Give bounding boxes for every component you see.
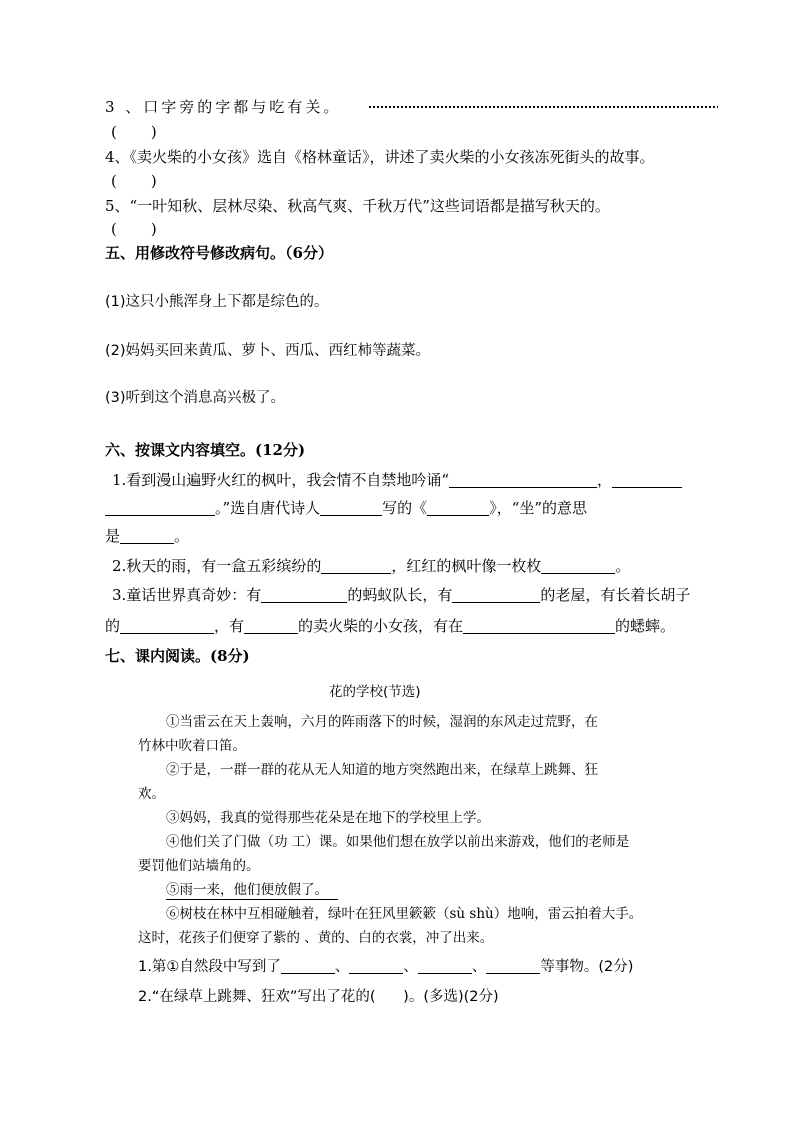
sentence-1: (1)这只小熊浑身上下都是综色的。 bbox=[105, 294, 329, 310]
fill-q1-line2 bbox=[105, 498, 587, 518]
judge-q5: 5、“一叶知秋、层林尽染、秋高气爽、千秋万代”这些词语都是描写秋天的。 bbox=[105, 197, 610, 215]
fill-text: 的蟋蟀。 bbox=[615, 617, 676, 635]
paren-close: ) bbox=[150, 172, 157, 190]
blank[interactable] bbox=[452, 586, 540, 603]
blank[interactable] bbox=[349, 957, 403, 974]
passage-p1a: ①当雷云在天上轰响，六月的阵雨落下的时候，湿润的东风走过荒野，在 bbox=[166, 714, 598, 730]
paren-open: ( bbox=[111, 123, 117, 141]
fill-text: 。 bbox=[174, 527, 190, 545]
blank[interactable] bbox=[427, 499, 489, 516]
fill-text: 是 bbox=[105, 527, 121, 545]
blank[interactable] bbox=[320, 499, 382, 516]
passage-p4b: 要罚他们站墙角的。 bbox=[138, 858, 260, 874]
fill-text: 的蚂蚁队长，有 bbox=[347, 586, 453, 604]
paren-close: ) bbox=[150, 123, 157, 141]
fill-text: 1.看到漫山遍野火红的枫叶，我会情不自禁地吟诵“ bbox=[112, 471, 449, 489]
sentence-3: (3)听到这个消息高兴极了。 bbox=[105, 390, 286, 406]
fill-text: ，红红的枫叶像一枚枚 bbox=[391, 557, 542, 575]
judge-q4: 4、《卖火柴的小女孩》选自《格林童话》，讲述了卖火柴的小女孩冻死街头的故事。 bbox=[105, 148, 655, 166]
fill-text: ， bbox=[596, 471, 612, 489]
passage-p1b: 竹林中吹着口笛。 bbox=[138, 738, 246, 754]
blank[interactable] bbox=[261, 586, 347, 603]
fill-text: 、 bbox=[334, 959, 350, 975]
passage-p2b: 欢。 bbox=[138, 786, 165, 802]
blank[interactable] bbox=[244, 617, 298, 634]
passage-p6b: 这时，花孩子们便穿了紫的 、黄的、白的衣裳，冲了出来。 bbox=[138, 930, 494, 946]
fill-q1-line3 bbox=[105, 526, 189, 546]
reading-q2: 2.“在绿草上跳舞、狂欢”写出了花的( )。(多选)(2分) bbox=[138, 989, 499, 1005]
section6-title: 六、按课文内容填空。(12分) bbox=[105, 441, 306, 459]
fill-text: 1.第①自然段中写到了 bbox=[138, 959, 281, 975]
fill-text: 3.童话世界真奇妙：有 bbox=[112, 586, 262, 604]
fill-text: 2.秋天的雨，有一盒五彩缤纷的 bbox=[112, 557, 322, 575]
fill-text: 。 bbox=[615, 557, 631, 575]
fill-q3-line2 bbox=[105, 616, 675, 636]
fill-text: 》，“坐”的意思 bbox=[489, 499, 588, 517]
blank[interactable] bbox=[418, 957, 472, 974]
fill-text: 。”选自唐代诗人 bbox=[215, 499, 321, 517]
passage-p2a: ②于是，一群一群的花从无人知道的地方突然跑出来，在绿草上跳舞、狂 bbox=[166, 762, 598, 778]
judge-q3: 3 、口字旁的字都与吃有关。 bbox=[105, 98, 342, 116]
blank[interactable] bbox=[486, 957, 540, 974]
fill-q3-line1 bbox=[112, 585, 690, 605]
fill-text: ，有 bbox=[214, 617, 245, 635]
sentence-2: (2)妈妈买回来黄瓜、萝卜、西瓜、西红柿等蔬菜。 bbox=[105, 343, 431, 359]
answer-paren-q5[interactable] bbox=[111, 219, 157, 239]
paren-close: ) bbox=[150, 220, 157, 238]
fill-q1-line1 bbox=[112, 470, 682, 490]
reading-q1 bbox=[138, 957, 633, 977]
fill-text: 、 bbox=[471, 959, 487, 975]
paren-open: ( bbox=[111, 172, 117, 190]
answer-paren-q4[interactable] bbox=[111, 171, 157, 191]
blank[interactable] bbox=[463, 617, 615, 634]
blank[interactable] bbox=[105, 499, 215, 516]
fill-text: 等事物。(2分) bbox=[540, 959, 634, 975]
blank[interactable] bbox=[120, 527, 174, 544]
blank[interactable] bbox=[449, 471, 597, 488]
fill-text: 的卖火柴的小女孩，有在 bbox=[298, 617, 464, 635]
fill-text: 、 bbox=[403, 959, 418, 975]
fill-text: 写的《 bbox=[382, 499, 428, 517]
blank[interactable] bbox=[120, 617, 214, 634]
dotted-leader bbox=[368, 105, 718, 109]
passage-p6a: ⑥树枝在林中互相碰触着，绿叶在狂风里簌簌（sù shù）地响，雷云拍着大手。 bbox=[166, 906, 643, 922]
passage-p5-underlined: ⑤雨一来，他们便放假了。 bbox=[166, 881, 338, 900]
section5-title: 五、用修改符号修改病句。（6分） bbox=[105, 244, 333, 262]
blank[interactable] bbox=[612, 471, 682, 488]
section7-title: 七、课内阅读。(8分) bbox=[105, 647, 250, 665]
answer-paren-q3[interactable] bbox=[111, 122, 157, 142]
blank[interactable] bbox=[281, 957, 335, 974]
passage-title: 花的学校(节选) bbox=[329, 684, 421, 700]
passage-p4a: ④他们关了门做（功 工）课。如果他们想在放学以前出来游戏，他们的老师是 bbox=[166, 834, 630, 850]
fill-q2 bbox=[112, 556, 630, 576]
fill-text: 的老屋，有长着长胡子 bbox=[540, 586, 691, 604]
fill-text: 的 bbox=[105, 617, 121, 635]
passage-p3: ③妈妈，我真的觉得那些花朵是在地下的学校里上学。 bbox=[166, 810, 490, 826]
paren-open: ( bbox=[111, 220, 117, 238]
blank[interactable] bbox=[321, 557, 391, 574]
blank[interactable] bbox=[541, 557, 615, 574]
